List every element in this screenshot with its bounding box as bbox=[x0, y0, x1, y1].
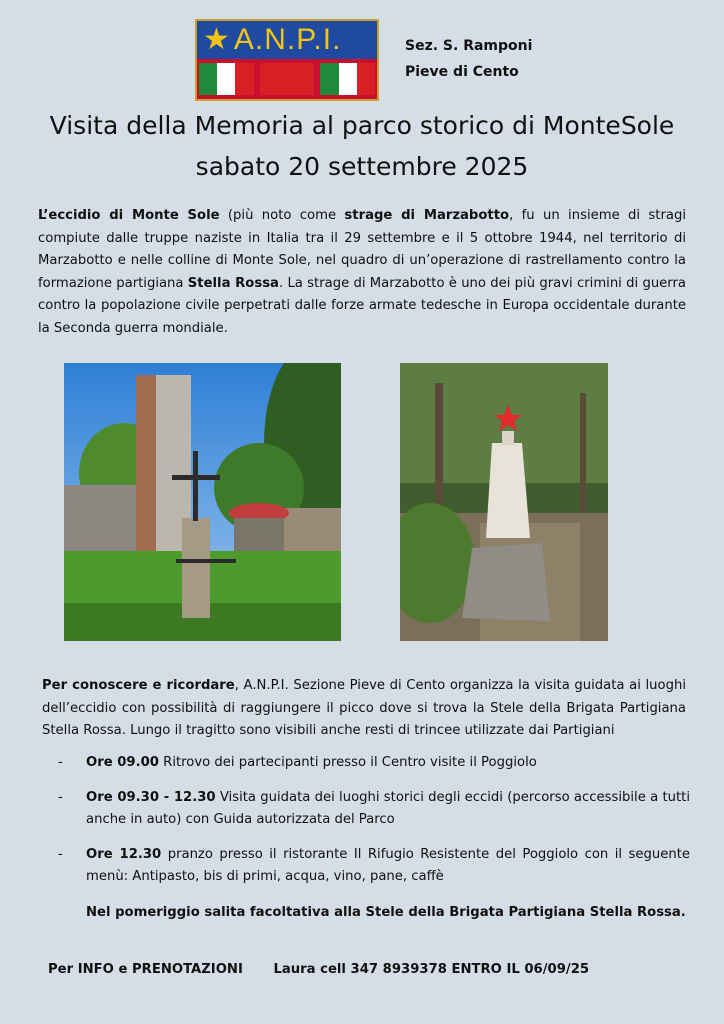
dash-bullet: - bbox=[58, 789, 63, 805]
intro-bold-3: Stella Rossa bbox=[187, 275, 279, 291]
contact-label: Per INFO e PRENOTAZIONI bbox=[48, 962, 243, 977]
intro-paragraph bbox=[38, 205, 686, 340]
schedule-time: Ore 12.30 bbox=[86, 846, 162, 862]
italian-flag-icon bbox=[199, 63, 254, 95]
page-title: Visita della Memoria al parco storico di MonteSole bbox=[49, 111, 675, 140]
contact-detail: Laura cell 347 8939378 ENTRO IL 06/09/25 bbox=[273, 962, 590, 977]
schedule-time: Ore 09.00 bbox=[86, 755, 159, 770]
contact-info bbox=[48, 962, 615, 977]
intro-text-2: , fu un insieme di stragi compiute dalle truppe naziste in Italia tra il 29 settembre e il 5 ottobre 1944, nel territorio di Marzabotto e nelle colline di Monte Sole, nel quadro di un’operazione di rastrellamento contro la formazione partigiana bbox=[38, 208, 686, 291]
schedule-text: pranzo presso il ristorante Il Rifugio Resistente del Poggiolo con il seguente menù: Antipasto, bis di primi, acqua, vino, pane, caffè bbox=[86, 846, 690, 884]
anpi-logo bbox=[195, 19, 379, 101]
red-band bbox=[260, 63, 315, 95]
schedule-list bbox=[58, 752, 690, 901]
schedule-item bbox=[58, 752, 690, 775]
italian-flag-icon bbox=[320, 63, 375, 95]
section-town: Pieve di Cento bbox=[405, 64, 519, 80]
ruins-photo bbox=[64, 363, 341, 641]
section-name: Sez. S. Ramponi bbox=[405, 38, 533, 54]
schedule-time: Ore 09.30 - 12.30 bbox=[86, 789, 216, 805]
dash-bullet: - bbox=[58, 755, 63, 770]
stele-photo bbox=[400, 363, 608, 641]
logo-banner bbox=[197, 21, 377, 59]
star-icon: ★ bbox=[203, 22, 230, 57]
section-info bbox=[405, 33, 532, 85]
intro-bold-2: strage di Marzabotto bbox=[344, 208, 510, 223]
schedule-item bbox=[58, 844, 690, 889]
logo-text: A.N.P.I. bbox=[233, 23, 342, 56]
schedule-item bbox=[58, 787, 690, 832]
intro-text-3: . La strage di Marzabotto è uno dei più gravi crimini di guerra contro la popolazione civile perpetrati dalle forze armate tedesche in Europa occidentale durante la Seconda guerra mondiale. bbox=[38, 275, 686, 336]
program-paragraph bbox=[42, 675, 686, 743]
intro-text-1: (più noto come bbox=[219, 208, 345, 223]
event-date: sabato 20 settembre 2025 bbox=[195, 152, 529, 181]
schedule-text: Visita guidata dei luoghi storici degli eccidi (percorso accessibile a tutti anche in auto) con Guida autorizzata del Parco bbox=[86, 789, 690, 827]
logo-flags bbox=[197, 59, 377, 99]
schedule-text: Ritrovo dei partecipanti presso il Centro visite il Poggiolo bbox=[158, 755, 537, 770]
afternoon-note: Nel pomeriggio salita facoltativa alla Stele della Brigata Partigiana Stella Rossa. bbox=[86, 905, 686, 920]
intro-bold-1: L’eccidio di Monte Sole bbox=[38, 208, 220, 223]
program-text: , A.N.P.I. Sezione Pieve di Cento organizza la visita guidata ai luoghi dell’eccidio con possibilità di raggiungere il picco dove si trova la Stele della Brigata Partigiana Stella Rossa. Lungo il tragitto sono visibili anche resti di trincee utilizzate dai Partigiani bbox=[42, 678, 686, 738]
dash-bullet: - bbox=[58, 846, 63, 862]
program-bold: Per conoscere e ricordare bbox=[42, 678, 235, 693]
